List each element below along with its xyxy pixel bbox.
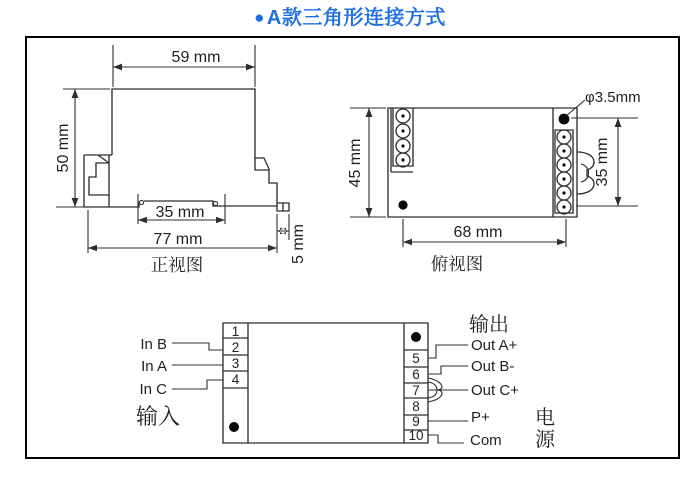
front-dim-5-lines <box>277 214 289 240</box>
wire-out-a <box>428 345 468 358</box>
terminal-7-label: 7 <box>412 383 420 398</box>
top-view-label: 俯视图 <box>430 254 484 274</box>
top-dim-hole-span-v-label: 35 mm <box>594 137 611 187</box>
front-view <box>55 45 307 275</box>
input-label-in-b: In B <box>140 336 167 353</box>
output-label-out-c: Out C+ <box>471 382 519 399</box>
top-dim-hole-label: φ3.5mm <box>585 89 641 106</box>
top-dim-height-label: 45 mm <box>347 138 364 188</box>
top-left-terminal-screws <box>396 109 410 167</box>
title-bullet-icon: ● <box>254 8 265 27</box>
wire-in-b <box>172 343 223 350</box>
wiring-mounting-dot-left <box>229 422 239 432</box>
terminal-9-label: 9 <box>412 414 420 429</box>
wiring-mounting-dot-right <box>411 332 421 342</box>
front-dim-slot-width-label: 35 mm <box>155 204 205 221</box>
wire-in-c <box>172 380 223 389</box>
power-group-label-line1: 电 <box>535 407 555 429</box>
terminal-10-label: 10 <box>408 428 424 443</box>
top-mounting-hole-bottom-left <box>398 200 407 209</box>
output-label-out-b: Out B- <box>471 358 515 375</box>
output-label-p-plus: P+ <box>471 409 490 426</box>
top-din-clip <box>577 152 594 194</box>
power-group-label-line2: 源 <box>535 429 555 451</box>
terminal-2-label: 2 <box>231 340 240 355</box>
front-dim-base-width-label: 77 mm <box>153 231 203 248</box>
output-group-label: 输出 <box>469 314 509 336</box>
front-dim-height-label: 50 mm <box>55 123 72 173</box>
input-group-label: 输入 <box>136 404 181 429</box>
terminal-6-label: 6 <box>412 367 420 382</box>
top-view <box>347 89 641 274</box>
top-right-terminal-screws <box>557 130 571 214</box>
top-dim-hole-span-h-label: 68 mm <box>453 224 503 241</box>
terminal-5-label: 5 <box>412 351 420 366</box>
input-label-in-a: In A <box>141 358 167 375</box>
title-text: A款三角形连接方式 <box>266 7 446 29</box>
front-din-tab <box>277 203 289 211</box>
wire-com <box>428 435 464 443</box>
front-module-outline <box>84 89 277 207</box>
wiring-body-outline <box>223 323 428 443</box>
input-label-in-c: In C <box>139 381 167 398</box>
output-label-out-a: Out A+ <box>471 337 518 354</box>
terminal-1-label: 1 <box>231 324 240 339</box>
output-label-com: Com <box>470 432 502 449</box>
terminal-4-label: 4 <box>231 372 240 387</box>
top-body-outline <box>388 108 577 217</box>
wiring-diagram <box>136 313 556 451</box>
terminal-8-label: 8 <box>412 399 420 414</box>
front-slot-right-hook <box>213 201 217 205</box>
front-dim-tab-label: 5 mm <box>290 224 307 264</box>
front-dim-top-width-label: 59 mm <box>171 49 221 66</box>
front-view-label: 正视图 <box>150 255 204 275</box>
wire-out-b <box>428 366 468 374</box>
terminal-3-label: 3 <box>231 356 240 371</box>
front-slot-left-hook <box>139 200 143 204</box>
